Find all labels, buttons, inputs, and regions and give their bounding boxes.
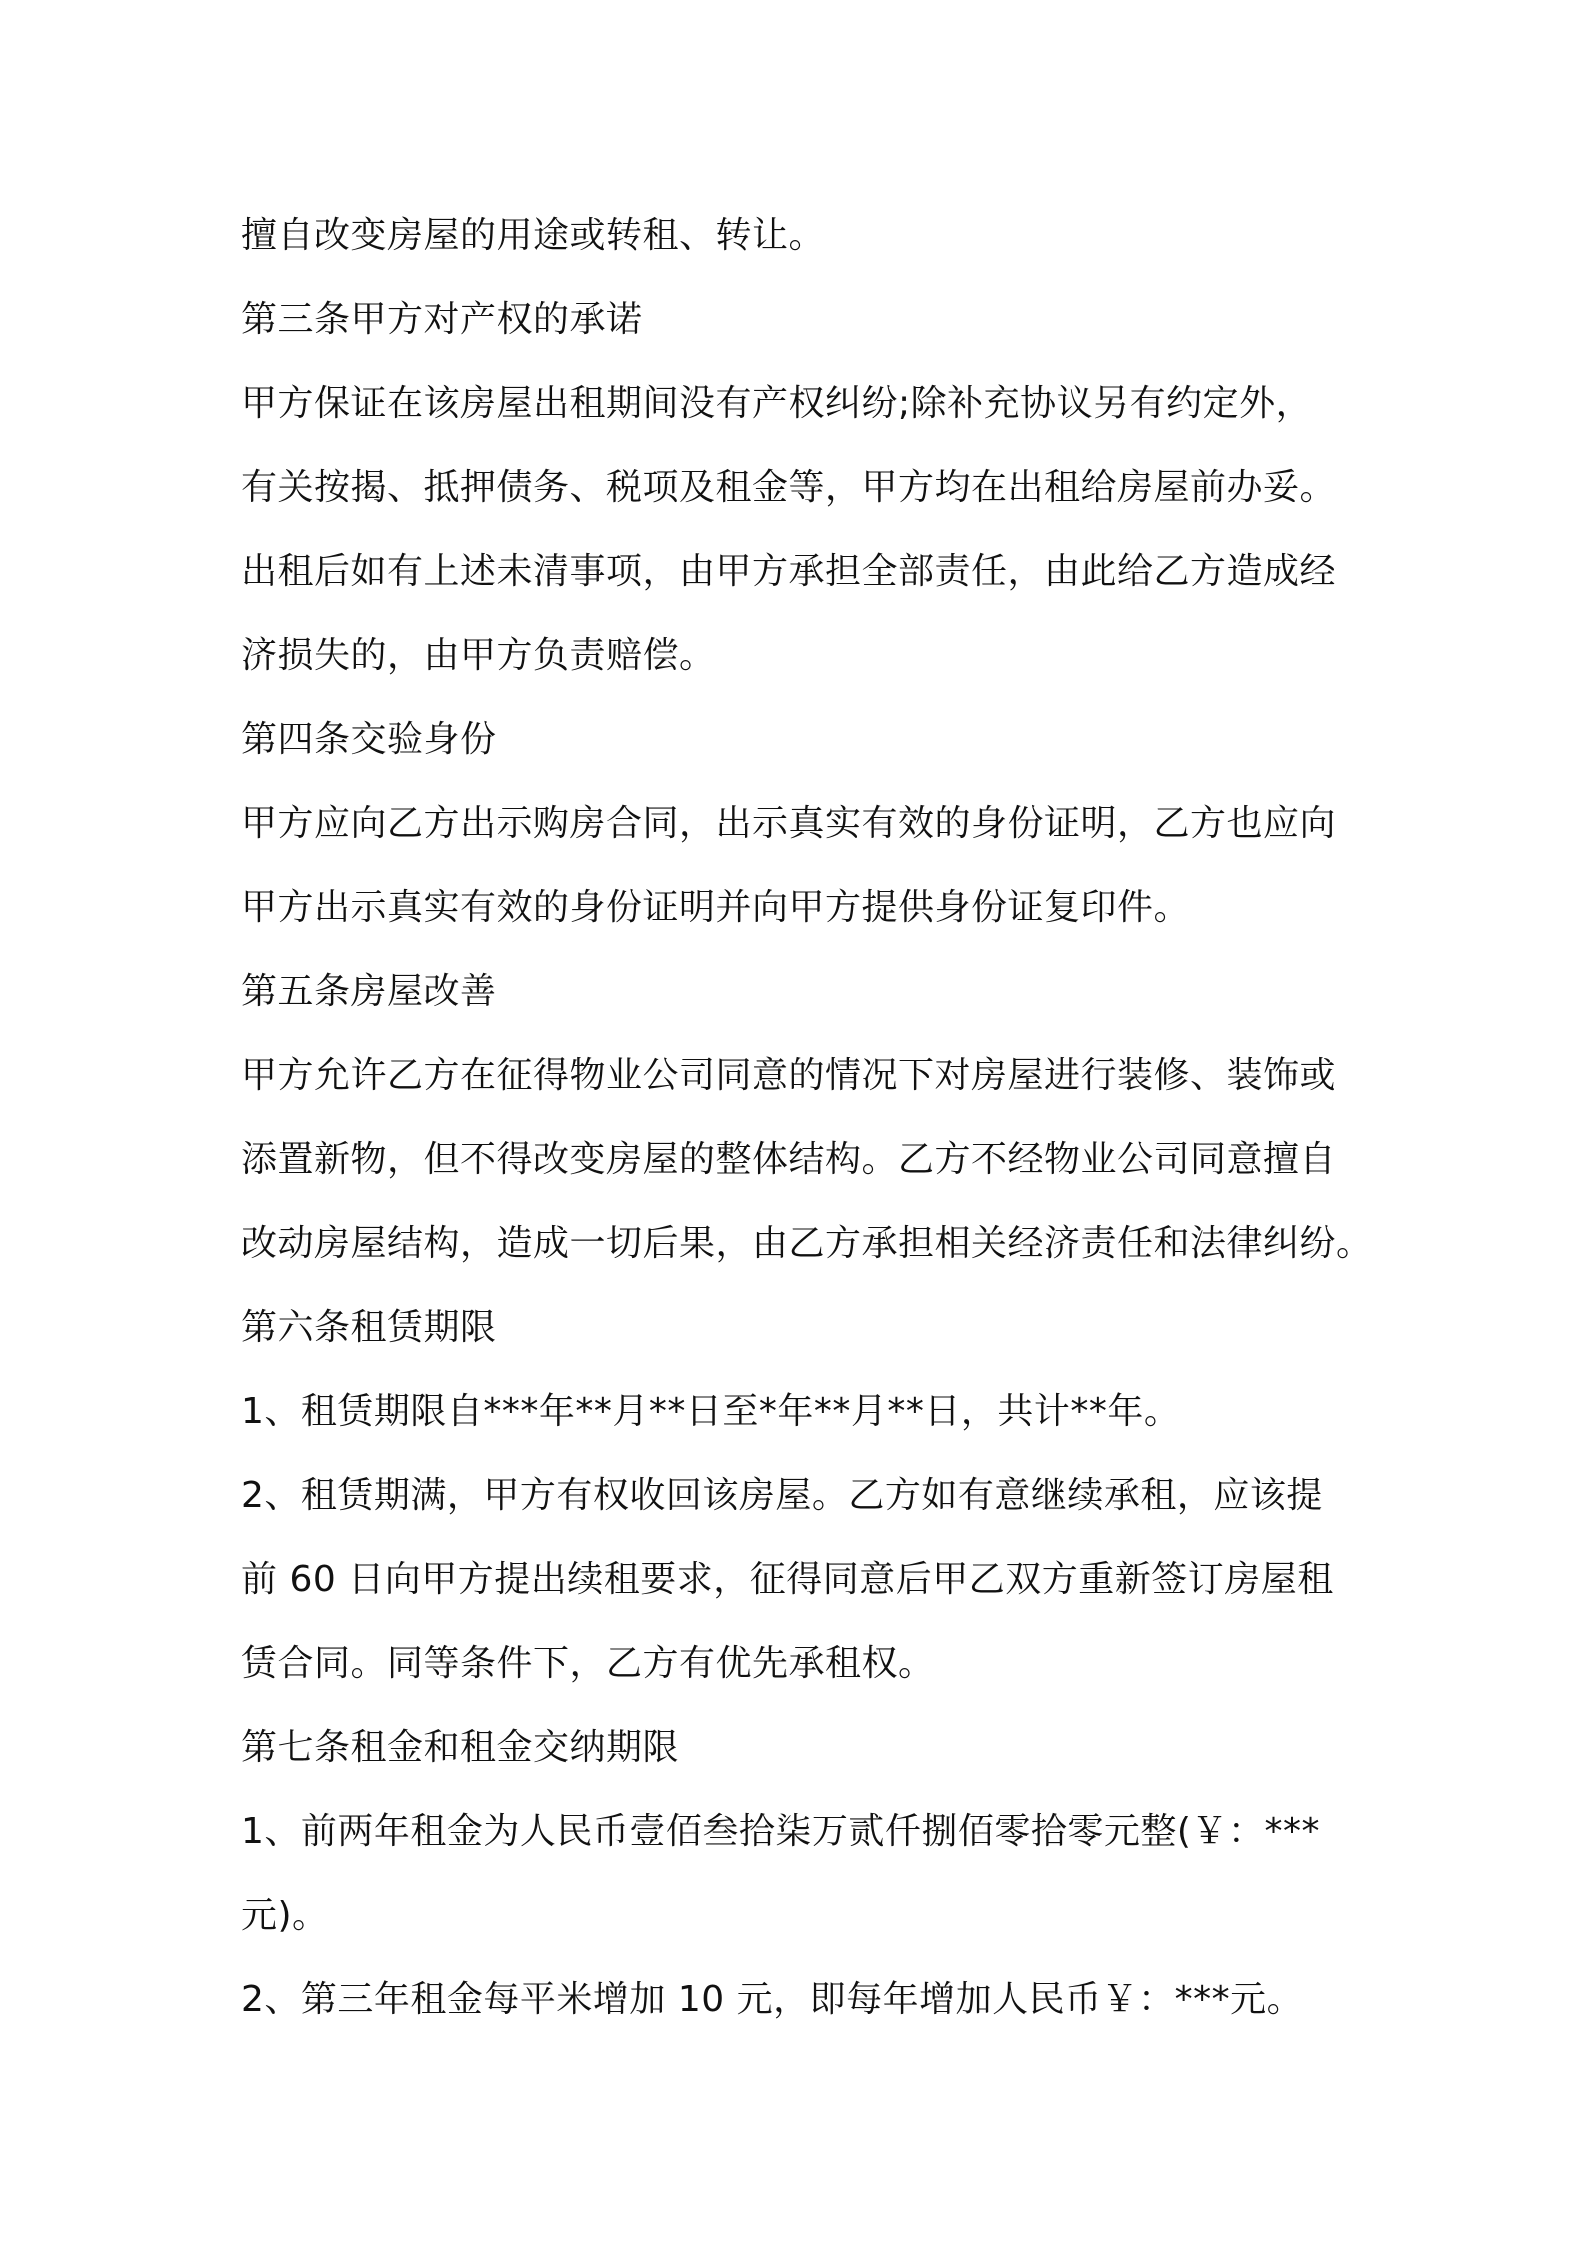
body-text-line: 济损失的，由甲方负责赔偿。 [241, 635, 716, 676]
body-text-line: 甲方应向乙方出示购房合同，出示真实有效的身份证明，乙方也应向 [241, 803, 1337, 844]
body-text-line: 出租后如有上述未清事项，由甲方承担全部责任，由此给乙方造成经 [241, 551, 1337, 592]
body-text-line: 甲方保证在该房屋出租期间没有产权纠纷;除补充协议另有约定外， [241, 383, 1313, 424]
body-text-line: 1、租赁期限自***年**月**日至*年**月**日，共计**年。 [241, 1391, 1181, 1432]
body-text-line: 1、前两年租金为人民币壹佰叁拾柒万贰仟捌佰零拾零元整(￥：*** [241, 1811, 1320, 1852]
article-3-heading: 第三条甲方对产权的承诺 [241, 299, 643, 340]
document-body [241, 194, 1373, 2042]
article-7-heading: 第七条租金和租金交纳期限 [241, 1727, 680, 1768]
body-text-line: 甲方允许乙方在征得物业公司同意的情况下对房屋进行装修、装饰或 [241, 1055, 1337, 1096]
body-text-line: 有关按揭、抵押债务、税项及租金等，甲方均在出租给房屋前办妥。 [241, 467, 1337, 508]
body-text-line: 2、第三年租金每平米增加 10 元，即每年增加人民币￥：***元。 [241, 1979, 1304, 2020]
body-text-line: 改动房屋结构，造成一切后果，由乙方承担相关经济责任和法律纠纷。 [241, 1223, 1373, 1264]
body-text-line: 前 60 日向甲方提出续租要求，征得同意后甲乙双方重新签订房屋租 [241, 1559, 1334, 1600]
body-text-line: 擅自改变房屋的用途或转租、转让。 [241, 215, 826, 256]
body-text-line: 赁合同。同等条件下，乙方有优先承租权。 [241, 1643, 935, 1684]
article-4-heading: 第四条交验身份 [241, 719, 497, 760]
body-text-line: 2、租赁期满，甲方有权收回该房屋。乙方如有意继续承租，应该提 [241, 1475, 1323, 1516]
body-text-line: 元)。 [241, 1895, 329, 1936]
article-5-heading: 第五条房屋改善 [241, 971, 497, 1012]
body-text-line: 甲方出示真实有效的身份证明并向甲方提供身份证复印件。 [241, 887, 1191, 928]
body-text-line: 添置新物，但不得改变房屋的整体结构。乙方不经物业公司同意擅自 [241, 1139, 1337, 1180]
article-6-heading: 第六条租赁期限 [241, 1307, 497, 1348]
